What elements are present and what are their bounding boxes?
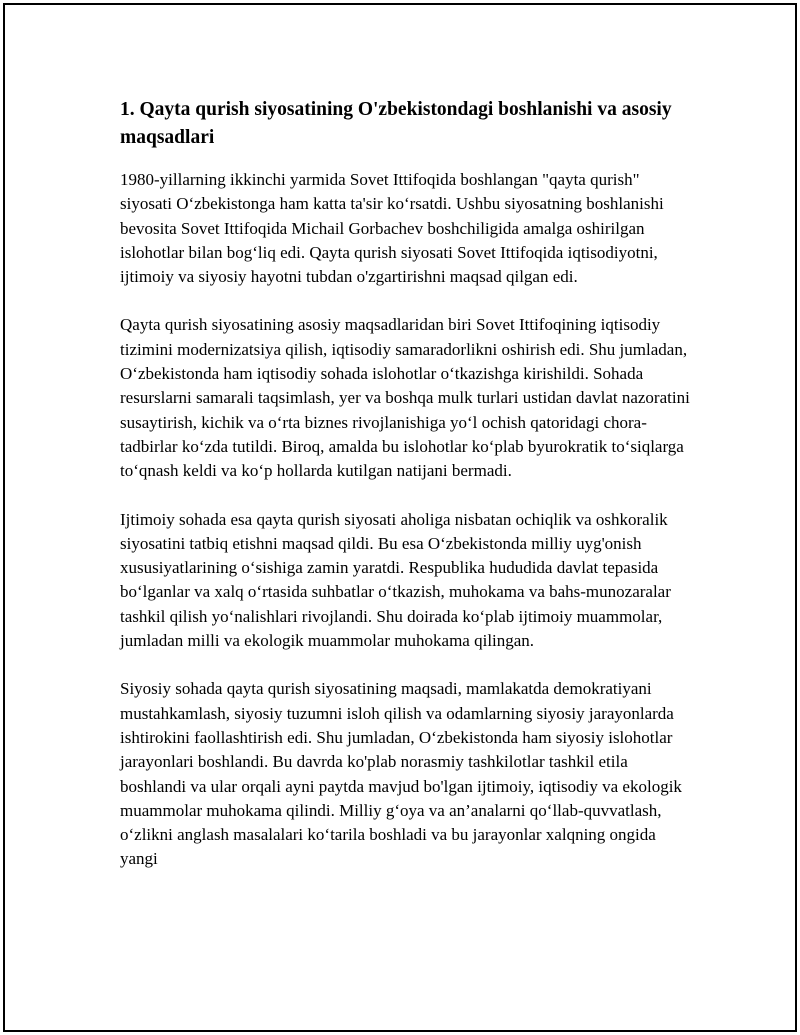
paragraph-political-sphere: Siyosiy sohada qayta qurish siyosatining maqsadi, mamlakatda demokratiyani mustahkamlash, siyosiy tuzumni isloh qilish va odamlarning siyosiy jarayonlarda ishtirokini faollashtirish edi. Shu jumladan, O‘zbekistonda ham siyosiy islohotlar jarayonlari boshlandi. Bu davrda ko'plab norasmiy tashkilotlar tashkil etila boshlandi va ular orqali ayni paytda mavjud bo'lgan ijtimoiy, iqtisodiy va ekologik muammolar muhokama qilindi. Milliy g‘oya va an’analarni qo‘llab-quvvatlash, o‘zlikni anglash masalalari ko‘tarila boshladi va bu jarayonlar xalqning ongida yangi bbox=[120, 679, 682, 869]
document-body bbox=[120, 96, 695, 896]
paragraph-intro: 1980-yillarning ikkinchi yarmida Sovet Ittifoqida boshlangan "qayta qurish" siyosati O‘zbekistonga ham katta ta'sir ko‘rsatdi. Ushbu siyosatning boshlanishi bevosita Sovet Ittifoqida Michail Gorbachev boshchiligida amalga oshirilgan islohotlar bilan bog‘liq edi. Qayta qurish siyosati Sovet Ittifoqida iqtisodiyotni, ijtimoiy va siyosiy hayotni tubdan o'zgartirishni maqsad qilgan edi. bbox=[120, 170, 664, 287]
paragraph-economic-goals: Qayta qurish siyosatining asosiy maqsadlaridan biri Sovet Ittifoqining iqtisodiy tizimini modernizatsiya qilish, iqtisodiy samaradorlikni oshirish edi. Shu jumladan, O‘zbekistonda ham iqtisodiy sohada islohotlar o‘tkazishga kirishildi. Sohada resurslarni samarali taqsimlash, yer va boshqa mulk turlari ustidan davlat nazoratini susaytirish, kichik va o‘rta biznes rivojlanishiga yo‘l ochish qatoridagi chora-tadbirlar ko‘zda tutildi. Biroq, amalda bu islohotlar ko‘plab byurokratik to‘siqlarga to‘qnash keldi va ko‘p hollarda kutilgan natijani bermadi. bbox=[120, 315, 690, 481]
section-title: 1. Qayta qurish siyosatining O'zbekistondagi boshlanishi va asosiy maqsadlari bbox=[120, 99, 672, 148]
document-page bbox=[3, 3, 797, 1032]
paragraph-social-sphere: Ijtimoiy sohada esa qayta qurish siyosati aholiga nisbatan ochiqlik va oshkoralik siyosatini tatbiq etishni maqsad qildi. Bu esa O‘zbekistonda milliy uyg'onish xususiyatlarining o‘sishiga zamin yaratdi. Respublika hududida davlat tepasida bo‘lganlar va xalq o‘rtasida suhbatlar o‘tkazish, muhokama va bahs-munozaralar tashkil qilish yo‘nalishlari rivojlandi. Shu doirada ko‘plab ijtimoiy muammolar, jumladan milli va ekologik muammolar muhokama qilingan. bbox=[120, 509, 671, 651]
